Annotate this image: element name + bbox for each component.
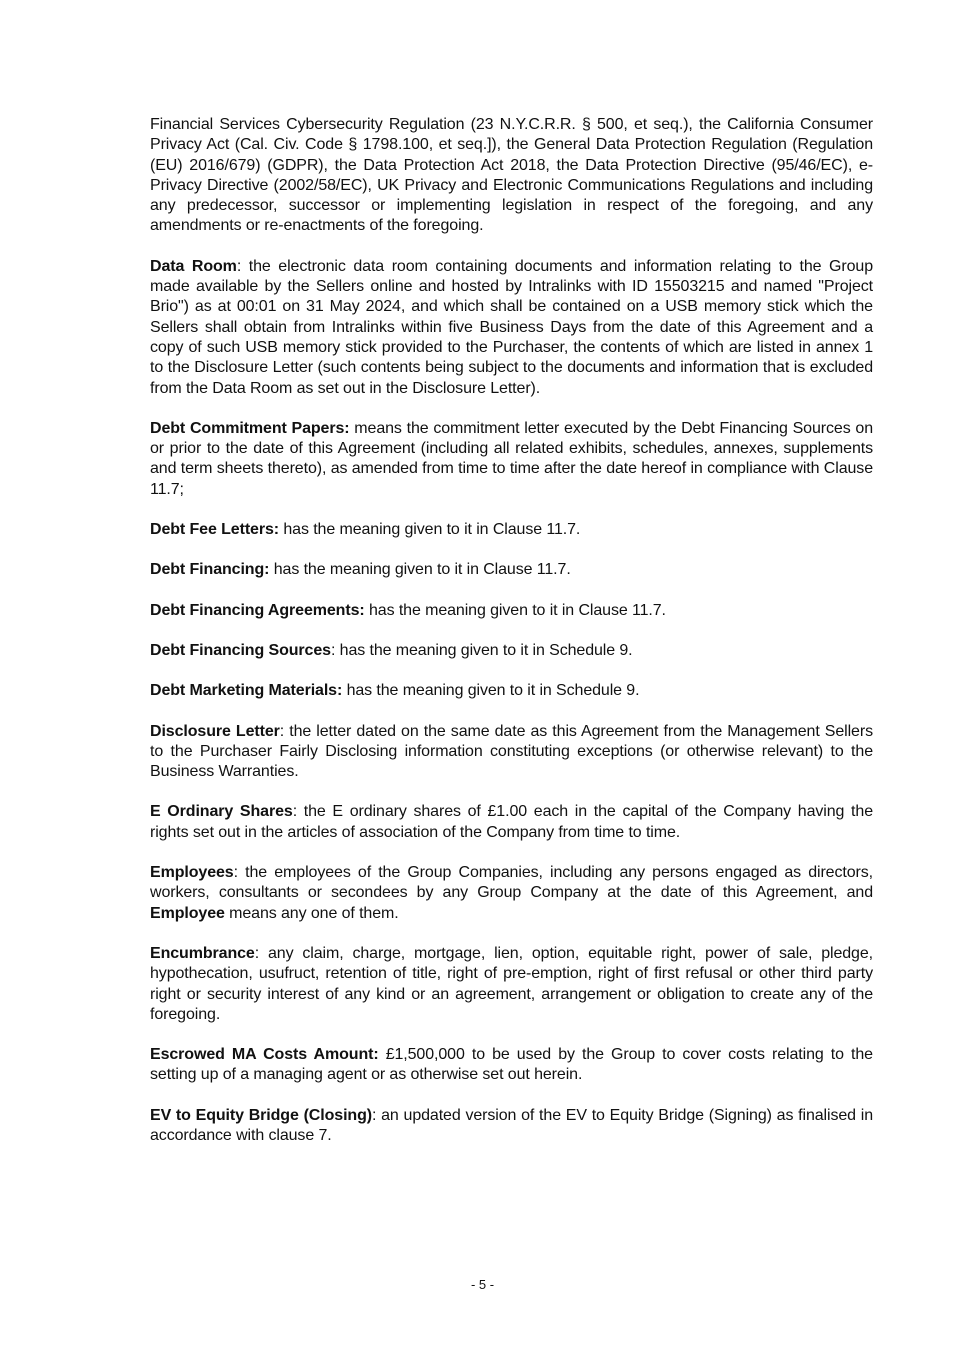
definition-text: : the E ordinary shares of £1.00 each in the capital of the Company having the rights set out in the articles of association of the Company from time to time.	[150, 803, 873, 841]
page-number: - 5 -	[470, 1277, 495, 1292]
defined-term: Escrowed MA Costs Amount:	[150, 1046, 379, 1064]
definition-text: : the letter dated on the same date as this Agreement from the Management Sellers to the Purchaser Fairly Disclosing information constituting exceptions (or otherwise relevant) to the Business Warranties.	[150, 722, 873, 781]
definition-text: £1,500,000 to be used by the Group to cover costs relating to the setting up of a managing agent or as otherwise set out herein.	[150, 1046, 873, 1084]
definition-paragraph	[150, 722, 873, 783]
definition-text: has the meaning given to it in Clause 11.7.	[364, 601, 666, 619]
definition-paragraph	[150, 257, 873, 399]
definition-text: means the commitment letter executed by the Debt Financing Sources on or prior to the date of this Agreement (including all related exhibits, schedules, annexes, supplements and term sheets thereto), as amended from time to time after the date hereof in compliance with Clause 11.7;	[150, 419, 873, 498]
defined-term: Disclosure Letter	[150, 722, 280, 740]
defined-term: Debt Financing:	[150, 561, 270, 579]
defined-term: Debt Financing Sources	[150, 641, 331, 659]
defined-term: Encumbrance	[150, 944, 255, 962]
definition-paragraph	[150, 944, 873, 1025]
definition-paragraph	[150, 802, 873, 843]
definition-paragraph	[150, 601, 873, 621]
definition-paragraph	[150, 1045, 873, 1086]
defined-term: Debt Marketing Materials:	[150, 682, 343, 700]
definition-text: Financial Services Cybersecurity Regulation (23 N.Y.C.R.R. § 500, et seq.), the California Consumer Privacy Act (Cal. Civ. Code § 1798.100, et seq.]), the General Data Protection Regulation (Regulation (EU) 2016/679) (GDPR), the Data Protection Act 2018, the Data Protection Directive (95/46/EC), e-Privacy Directive (2002/58/EC), UK Privacy and Electronic Communications Regulations and including any predecessor, successor or implementing legislation in respect of the foregoing, and any amendments or re-enactments of the foregoing.	[150, 116, 873, 235]
definition-text: means any one of them.	[224, 904, 399, 922]
definition-text: : the employees of the Group Companies, including any persons engaged as directors, workers, consultants or secondees by any Group Company at the date of this Agreement, and	[150, 864, 873, 902]
definition-paragraph	[150, 863, 873, 924]
definition-paragraph	[150, 560, 873, 580]
definition-paragraph	[150, 681, 873, 701]
definition-paragraph	[150, 520, 873, 540]
definition-text: : the electronic data room containing documents and information relating to the Group made available by the Sellers online and hosted by Intralinks with ID 15503215 and named "Project Brio") as at 00:01 on 31 May 2024, and which shall be contained on a USB memory stick which the Sellers shall obtain from Intralinks within five Business Days from the date of this Agreement and a copy of such USB memory stick provided to the Purchaser, the contents of which are listed in annex 1 to the Disclosure Letter (such contents being subject to the documents and information that is excluded from the Data Room as set out in the Disclosure Letter).	[150, 257, 873, 397]
definition-text: has the meaning given to it in Clause 11.7.	[279, 521, 581, 539]
defined-term: Employees	[150, 864, 234, 882]
document-body	[150, 115, 873, 1166]
defined-term: Debt Fee Letters:	[150, 521, 279, 539]
defined-term: Debt Financing Agreements:	[150, 601, 365, 619]
definition-text: : any claim, charge, mortgage, lien, option, equitable right, power of sale, pledge, hypothecation, usufruct, retention of title, right of pre-emption, right of first refusal or other third party right or security interest of any kind or an agreement, arrangement or obligation to create any of the foregoing.	[150, 944, 873, 1023]
defined-term: Data Room	[150, 257, 237, 275]
defined-term: E Ordinary Shares	[150, 803, 293, 821]
definition-paragraph	[150, 115, 873, 237]
defined-term: Debt Commitment Papers:	[150, 419, 350, 437]
definition-text: has the meaning given to it in Clause 11.7.	[269, 561, 571, 579]
definition-paragraph	[150, 419, 873, 500]
definition-text: : an updated version of the EV to Equity Bridge (Signing) as finalised in accordance with clause 7.	[150, 1106, 873, 1144]
definition-text: has the meaning given to it in Schedule 9.	[342, 682, 640, 700]
definition-paragraph	[150, 641, 873, 661]
definition-text: : has the meaning given to it in Schedule 9.	[330, 641, 633, 659]
defined-term: Employee	[150, 904, 225, 922]
definition-paragraph	[150, 1106, 873, 1147]
defined-term: EV to Equity Bridge (Closing)	[150, 1106, 372, 1124]
